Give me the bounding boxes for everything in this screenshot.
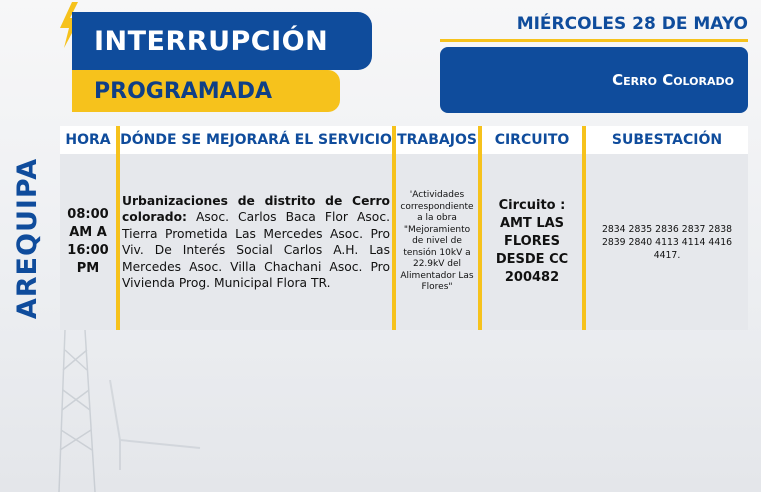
cell-donde: [120, 154, 392, 330]
trabajos-value: 'Actividades correspondiente a la obra "Mejoramiento de nivel de tensión 10kV a 22.9kV del Alimentador Las Flores": [400, 190, 474, 293]
header-hora: HORA: [60, 126, 116, 154]
date-label: MIÉRCOLES 28 DE MAYO: [516, 14, 748, 34]
cell-hora: [60, 154, 116, 330]
header-subestacion: SUBESTACIÓN: [586, 126, 748, 154]
hora-value: 08:00 AM A 16:00 PM: [67, 207, 109, 276]
donde-rest-text: Asoc. Carlos Baca Flor Asoc. Tierra Prometida Las Mercedes Asoc. Pro Viv. De Interés Social Carlos A.H. Las Mercedes Asoc. Villa Chachani Asoc. Pro Vivienda Prog. Municipal Flora TR.: [122, 210, 390, 290]
donde-value: [120, 193, 392, 292]
cell-subestacion: [586, 154, 748, 330]
wind-turbine-graphic: [90, 380, 210, 470]
header-circuito: CIRCUITO: [482, 126, 582, 154]
cell-circuito: [482, 154, 582, 330]
title-interrupcion: INTERRUPCIÓN: [72, 12, 372, 70]
donde-bold-text: Urbanizaciones de distrito de Cerro colorado:: [122, 193, 390, 224]
district-label: Cerro Colorado: [440, 47, 748, 113]
header-trabajos: TRABAJOS: [396, 126, 478, 154]
header-donde: DÓNDE SE MEJORARÁ EL SERVICIO: [120, 126, 392, 154]
cell-trabajos: [396, 154, 478, 330]
subestacion-value: 2834 2835 2836 2837 2838 2839 2840 4113 4114 4416 4417.: [601, 223, 733, 261]
circuito-value: Circuito : AMT LAS FLORES DESDE CC 200482: [495, 198, 569, 285]
region-label-container: [8, 148, 48, 328]
title-programada: PROGRAMADA: [72, 70, 340, 112]
region-label: AREQUIPA: [12, 157, 44, 319]
date-underline: [440, 39, 748, 42]
